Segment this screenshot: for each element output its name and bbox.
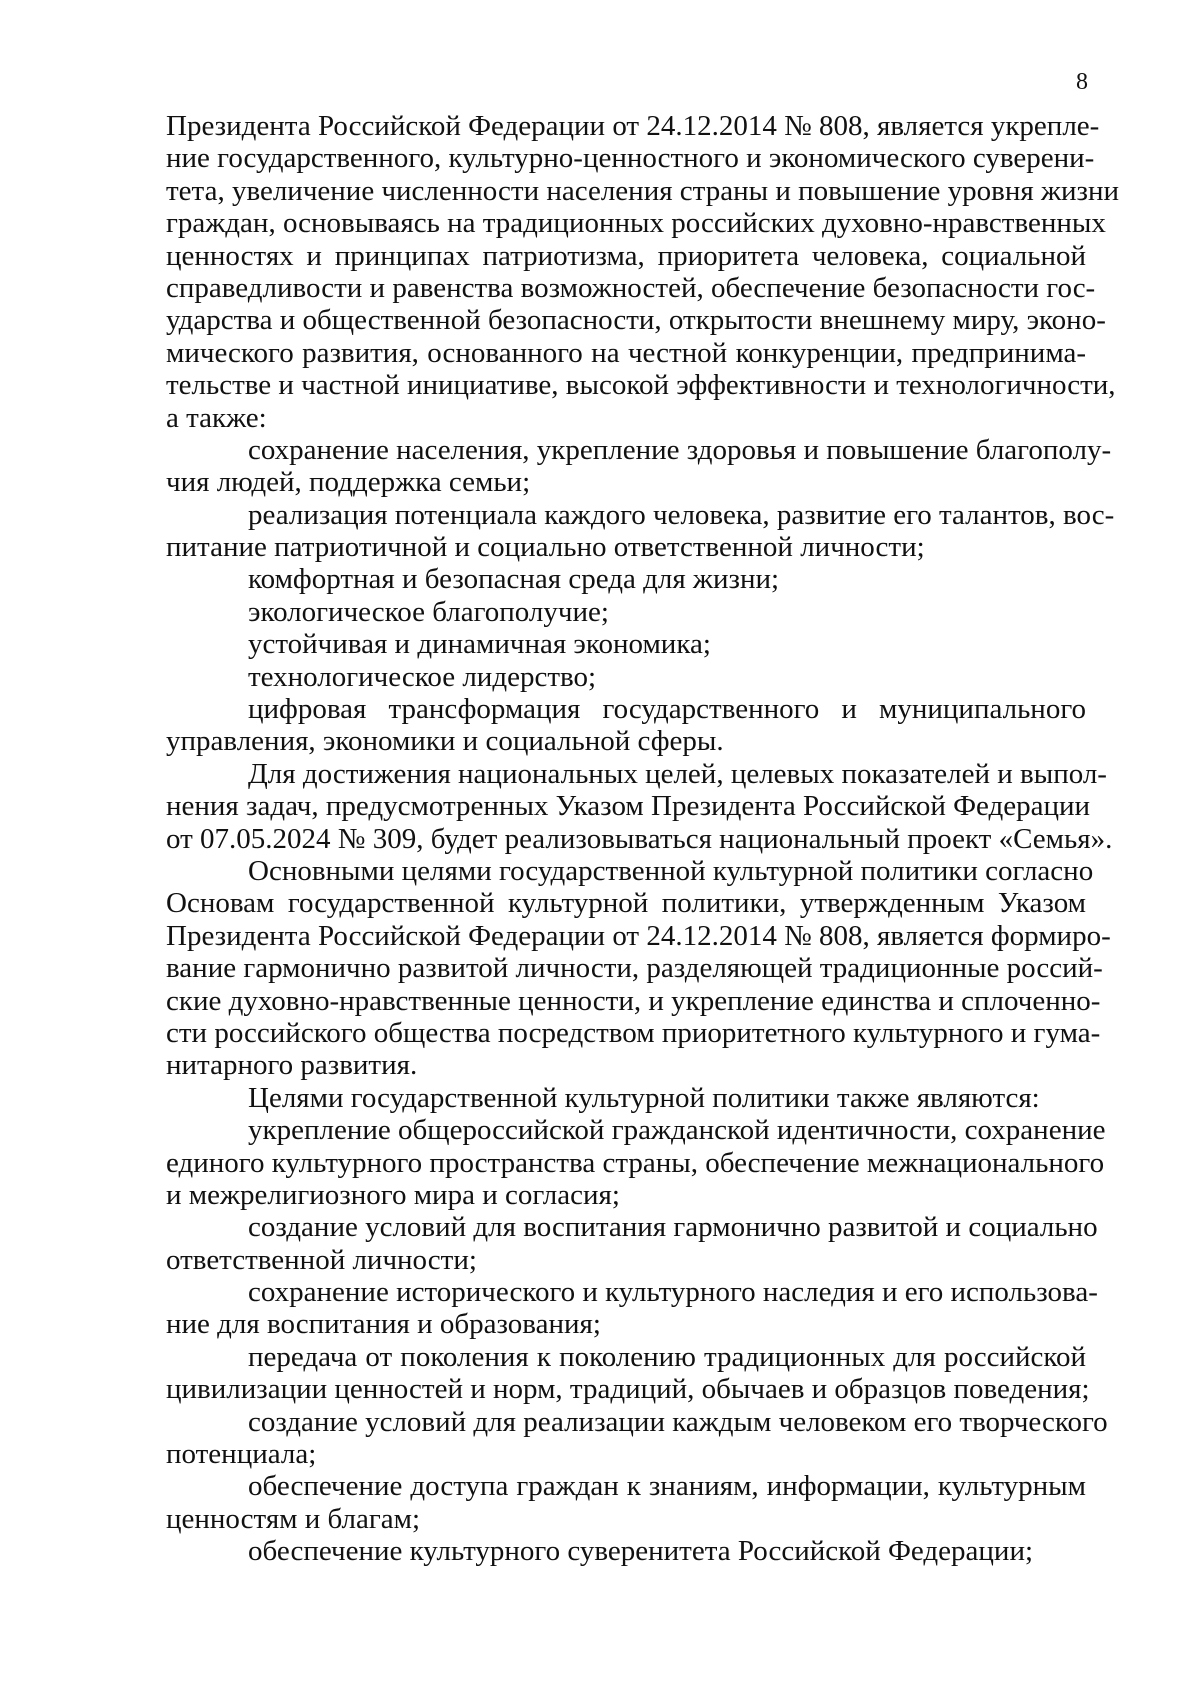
text-line: реализация потенциала каждого человека, развитие его талантов, вос-	[248, 498, 1115, 531]
text-line: справедливости и равенства возможностей, обеспечение безопасности гос-	[166, 271, 1096, 304]
text-line: создание условий для воспитания гармонично развитой и социально	[248, 1211, 1098, 1244]
text-line: нитарного развития.	[166, 1049, 418, 1082]
text-line: ние для воспитания и образования;	[166, 1308, 601, 1341]
text-line: и межрелигиозного мира и согласия;	[166, 1178, 620, 1211]
text-line: чия людей, поддержка семьи;	[166, 466, 531, 499]
page-number: 8	[1076, 69, 1088, 95]
text-line: цивилизации ценностей и норм, традиций, обычаев и образцов поведения;	[166, 1373, 1090, 1406]
text-line: ние государственного, культурно-ценностного и экономического суверени-	[166, 142, 1095, 175]
text-line: создание условий для реализации каждым человеком его творческого	[248, 1405, 1108, 1438]
text-line: обеспечение доступа граждан к знаниям, информации, культурным	[248, 1470, 1086, 1503]
text-line: мического развития, основанного на честной конкуренции, предпринима-	[166, 336, 1086, 369]
text-line: передача от поколения к поколению традиционных для российской	[248, 1340, 1086, 1373]
text-line: потенциала;	[166, 1438, 317, 1471]
text-line: Президента Российской Федерации от 24.12.2014 № 808, является формиро-	[166, 919, 1111, 952]
text-line: комфортная и безопасная среда для жизни;	[248, 563, 780, 596]
text-line: экологическое благополучие;	[248, 595, 609, 628]
text-line: цифровая трансформация государственного и муниципального	[248, 693, 1086, 726]
text-line: Целями государственной культурной политики также являются:	[248, 1081, 1040, 1114]
text-line: ценностях и принципах патриотизма, приоритета человека, социальной	[166, 239, 1086, 272]
text-line: вание гармонично развитой личности, разделяющей традиционные россий-	[166, 952, 1103, 985]
text-line: питание патриотичной и социально ответственной личности;	[166, 531, 925, 564]
text-line: обеспечение культурного суверенитета Российской Федерации;	[248, 1535, 1034, 1568]
text-line: граждан, основываясь на традиционных российских духовно-нравственных	[166, 207, 1106, 240]
text-line: устойчивая и динамичная экономика;	[248, 628, 711, 661]
text-line: ские духовно-нравственные ценности, и укрепление единства и сплоченно-	[166, 984, 1101, 1017]
text-line: ценностям и благам;	[166, 1502, 421, 1535]
text-line: управления, экономики и социальной сферы.	[166, 725, 724, 758]
text-line: сохранение исторического и культурного наследия и его использова-	[248, 1276, 1098, 1309]
text-line: технологическое лидерство;	[248, 660, 597, 693]
document-body	[166, 110, 1120, 1568]
text-line: нения задач, предусмотренных Указом Президента Российской Федерации	[166, 790, 1091, 823]
text-line: от 07.05.2024 № 309, будет реализовываться национальный проект «Семья».	[166, 822, 1113, 855]
text-line: укрепление общероссийской гражданской идентичности, сохранение	[248, 1114, 1106, 1147]
text-line: ударства и общественной безопасности, открытости внешнему миру, эконо-	[166, 304, 1106, 337]
text-line: ответственной личности;	[166, 1243, 477, 1276]
text-line: тельстве и частной инициативе, высокой эффективности и технологичности,	[166, 369, 1116, 402]
text-line: Для достижения национальных целей, целевых показателей и выпол-	[248, 757, 1107, 790]
text-line: Президента Российской Федерации от 24.12.2014 № 808, является укрепле-	[166, 110, 1100, 142]
text-line: сохранение населения, укрепление здоровья и повышение благополу-	[248, 433, 1112, 466]
text-line: единого культурного пространства страны, обеспечение межнационального	[166, 1146, 1105, 1179]
text-line: сти российского общества посредством приоритетного культурного и гума-	[166, 1016, 1101, 1049]
text-line: Основными целями государственной культурной политики согласно	[248, 854, 1094, 887]
text-line: а также:	[166, 401, 267, 434]
text-line: Основам государственной культурной политики, утвержденным Указом	[166, 887, 1086, 920]
text-line: тета, увеличение численности населения страны и повышение уровня жизни	[166, 174, 1120, 207]
